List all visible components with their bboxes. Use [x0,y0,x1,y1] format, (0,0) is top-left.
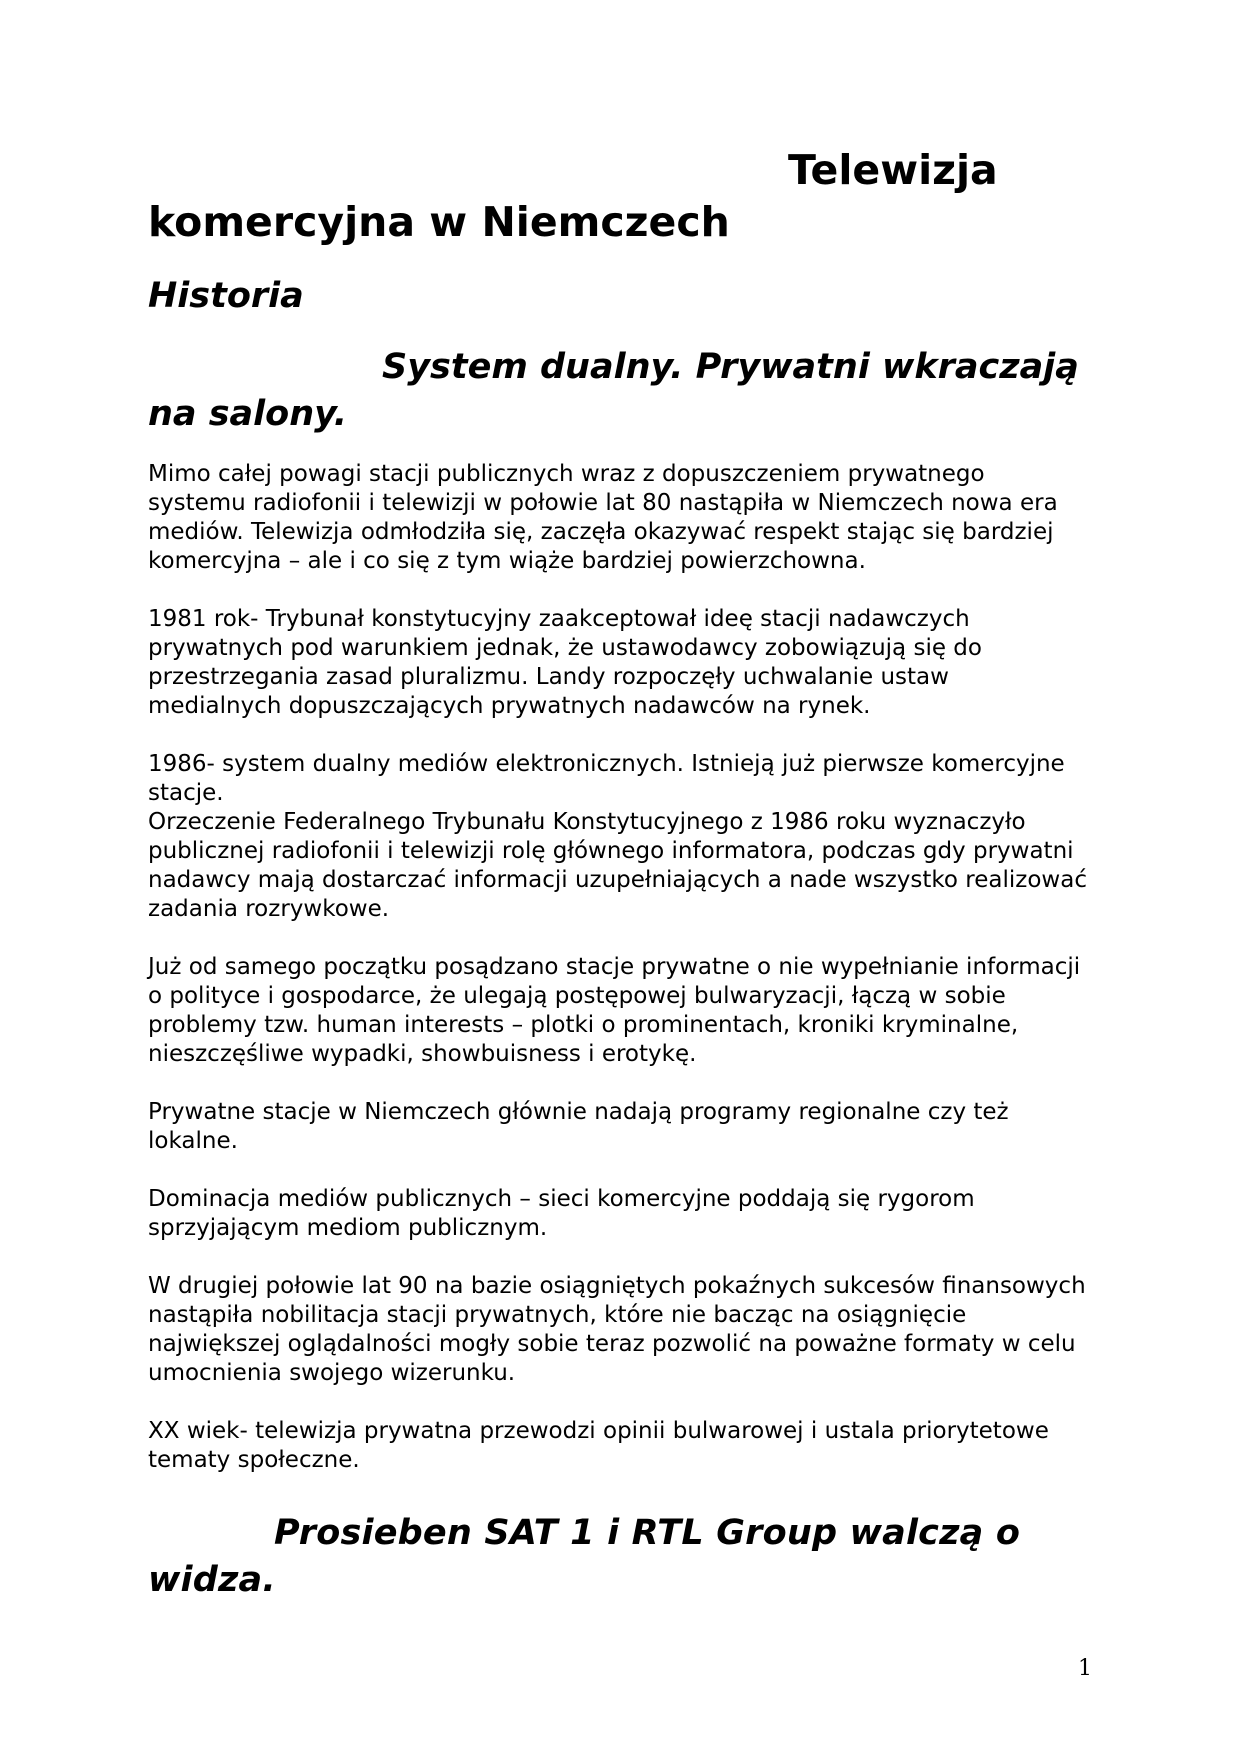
paragraph: Orzeczenie Federalnego Trybunału Konstytucyjnego z 1986 roku wyznaczyło publicznej radiofonii i telewizji rolę głównego informatora, podczas gdy prywatni nadawcy mają dostarczać informacji uzupełniających a nade wszystko realizować zadania rozrywkowe. [148,809,1087,922]
paragraph: 1986- system dualny mediów elektronicznych. Istnieją już pierwsze komercyjne stacje. [148,751,1065,806]
subheading-prosieben: Prosieben SAT 1 i RTL Group walczą o widza. [148,1513,1021,1600]
section-heading-historia: Historia [148,276,304,316]
paragraph: W drugiej połowie lat 90 na bazie osiągniętych pokaźnych sukcesów finansowych nastąpiła nobilitacja stacji prywatnych, które nie bacząc na osiągnięcie największej oglądalności mogły sobie teraz pozwolić na poważne formaty w celu umocnienia swojego wizerunku. [148,1273,1086,1386]
paragraph: Dominacja mediów publicznych – sieci komercyjne poddają się rygorom sprzyjającym mediom publicznym. [148,1186,975,1241]
paragraph: XX wiek- telewizja prywatna przewodzi opinii bulwarowej i ustala priorytetowe tematy społeczne. [148,1418,1049,1473]
paragraph: 1981 rok- Trybunał konstytucyjny zaakceptował ideę stacji nadawczych prywatnych pod warunkiem jednak, że ustawodawcy zobowiązują się do przestrzegania zasad pluralizmu. Landy rozpoczęły uchwalanie ustaw medialnych dopuszczających prywatnych nadawców na rynek. [148,606,982,719]
document-page [148,0,1088,1754]
subheading-system-dualny: System dualny. Prywatni wkraczają na salony. [148,347,1079,434]
paragraph: Mimo całej powagi stacji publicznych wraz z dopuszczeniem prywatnego systemu radiofonii i telewizji w połowie lat 80 nastąpiła w Niemczech nowa era mediów. Telewizja odmłodziła się, zaczęła okazywać respekt stając się bardziej komercyjna – ale i co się z tym wiąże bardziej powierzchowna. [148,461,1058,574]
document-title: Telewizja komercyjna w Niemczech [148,146,998,246]
page-number: 1 [1078,1656,1092,1681]
body-text [148,460,1088,1504]
paragraph: Prywatne stacje w Niemczech głównie nadają programy regionalne czy też lokalne. [148,1099,1009,1154]
paragraph: Już od samego początku posądzano stacje prywatne o nie wypełnianie informacji o polityce i gospodarce, że ulegają postępowej bulwaryzacji, łączą w sobie problemy tzw. human interests – plotki o prominentach, kroniki kryminalne, nieszczęśliwe wypadki, showbuisness i erotykę. [148,954,1081,1067]
